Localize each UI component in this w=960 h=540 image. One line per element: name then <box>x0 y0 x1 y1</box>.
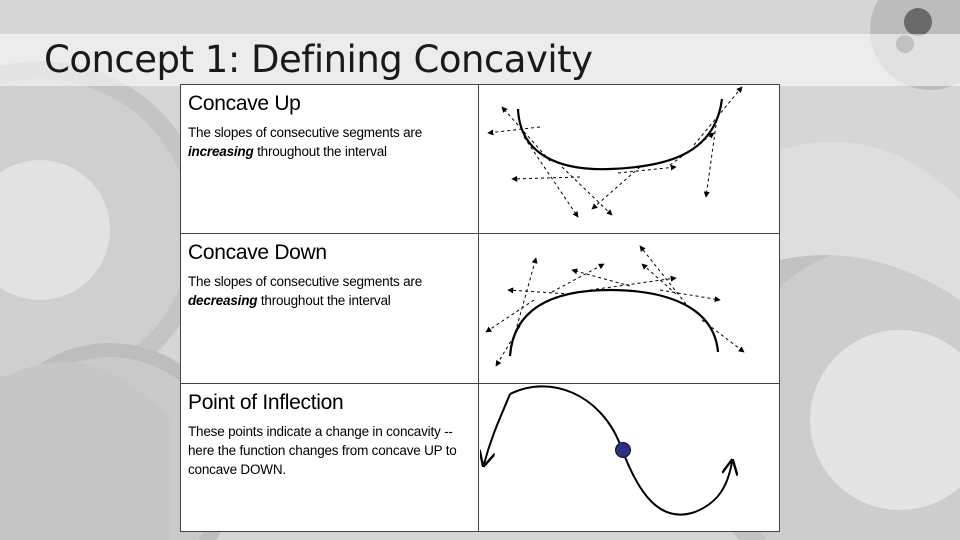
concave-down-diagram <box>480 234 779 383</box>
concave-down-figure <box>480 234 779 383</box>
concave-up-figure <box>480 85 779 233</box>
concave-up-text-cell <box>181 85 479 233</box>
concave-down-emphasis: decreasing <box>188 293 258 308</box>
concave-down-description <box>188 272 478 310</box>
concave-up-text-2: throughout the interval <box>253 144 387 159</box>
concave-down-text-cell <box>181 234 479 383</box>
concave-up-description <box>188 123 478 161</box>
inflection-curve-left-tail <box>484 394 510 464</box>
concave-down-text-1: The slopes of consecutive segments are <box>188 274 423 289</box>
table-row-inflection <box>181 384 779 531</box>
concave-up-curve <box>518 99 722 169</box>
table-row-concave-down <box>181 234 779 384</box>
concave-up-emphasis: increasing <box>188 144 254 159</box>
inflection-diagram <box>480 384 779 531</box>
inflection-text-cell <box>181 384 479 531</box>
inflection-description: These points indicate a change in concavity -- here the function changes from concave UP to concave DOWN. <box>188 424 457 477</box>
concavity-table <box>180 84 780 532</box>
inflection-point-marker <box>616 443 631 458</box>
concave-up-heading: Concave Up <box>188 92 301 115</box>
table-row-concave-up <box>181 85 779 234</box>
inflection-heading: Point of Inflection <box>188 391 344 414</box>
concave-down-curve <box>510 290 718 356</box>
inflection-figure <box>480 384 779 531</box>
slide-title: Concept 1: Defining Concavity <box>44 38 593 81</box>
concave-up-diagram <box>480 85 779 233</box>
concave-up-text-1: The slopes of consecutive segments are <box>188 125 423 140</box>
concave-down-text-2: throughout the interval <box>257 293 391 308</box>
concave-down-heading: Concave Down <box>188 241 327 264</box>
